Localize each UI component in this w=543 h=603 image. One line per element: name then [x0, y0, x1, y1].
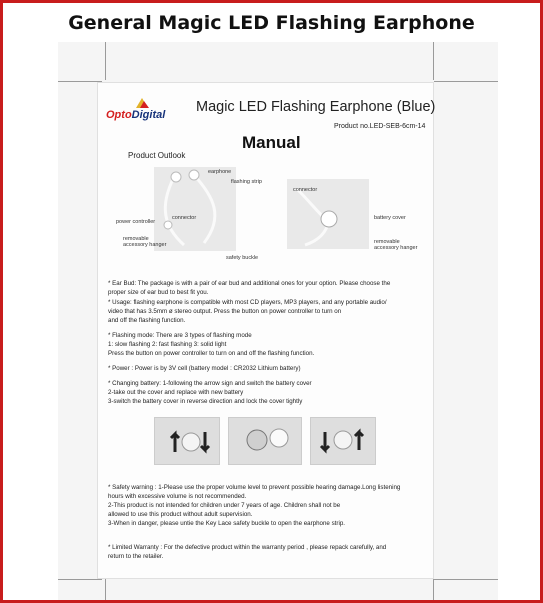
section-power: * Power : Power is by 3V cell (battery model : CR2032 Lithium battery) — [108, 365, 301, 372]
label-removable: removable — [123, 236, 149, 242]
product-outlook-label: Product Outlook — [128, 151, 186, 160]
label-power-controller: power controller — [116, 219, 156, 225]
page-title: General Magic LED Flashing Earphone — [68, 12, 475, 34]
opto-digital-logo-icon — [134, 97, 150, 109]
label-accessory-hanger-2: accessory hanger — [374, 245, 418, 251]
label-removable-2: removable — [374, 239, 400, 245]
earphone-illustration — [154, 167, 236, 251]
crop-mark — [58, 81, 102, 82]
section-flashing-mode: * Flashing mode: There are 3 types of flashing mode 1: slow flashing 2: fast flashing 3: solid light Press the button on power controller to turn on and off the flashing function. — [108, 332, 315, 357]
label-accessory-hanger: accessory hanger — [123, 242, 167, 248]
crop-mark — [434, 579, 498, 580]
rotate-arrows-icon — [155, 418, 219, 464]
label-battery-cover: battery cover — [374, 215, 406, 221]
earphone-photo — [154, 167, 236, 251]
brand-logo: OptoDigital — [106, 109, 166, 121]
battery-step-2-photo — [228, 417, 302, 465]
label-flashing-strip: flashing strip — [231, 179, 262, 185]
label-safety-buckle: safety buckle — [226, 255, 259, 261]
section-safety-warning: * Safety warning : 1-Please use the proper volume level to prevent possible hearing damage.Long listening hours with excessive volume is not recommended. 2-This product is not intended for children under 7 years of age. Children shall not be allowed to use this product without adult supervision. 3-When in danger, please untie the Key Lace safety buckle to open the earphone strip. — [108, 484, 401, 527]
crop-mark — [58, 579, 102, 580]
battery-step-3-photo — [310, 417, 376, 465]
crop-mark — [105, 42, 106, 80]
section-ear-bud: * Ear Bud: The package is with a pair of ear bud and additional ones for your option. Please choose the proper size of ear bud to best fit you. — [108, 280, 391, 296]
manual-heading: Manual — [242, 133, 301, 152]
rotate-arrows-icon — [311, 418, 375, 464]
label-connector-2: connector — [293, 187, 318, 193]
product-number: Product no.LED-SEB-6cm-14 — [334, 123, 426, 130]
label-connector: connector — [172, 215, 197, 221]
document-title: Magic LED Flashing Earphone (Blue) — [196, 99, 436, 115]
section-usage: * Usage: flashing earphone is compatible with most CD players, MP3 players, and any portable audio/ video that has 3.5mm ø stereo output. Press the button on power controller to turn on and off the flashing function. — [108, 299, 387, 324]
battery-step-1-photo — [154, 417, 220, 465]
manual-document — [97, 82, 434, 579]
crop-mark — [433, 42, 434, 80]
label-earphone: earphone — [208, 169, 232, 175]
crop-mark — [434, 81, 498, 82]
section-limited-warranty: * Limited Warranty : For the defective product within the warranty period , please repack carefully, and return to the retailer. — [108, 544, 387, 560]
section-changing-battery: * Changing battery: 1-following the arrow sign and switch the battery cover 2-take out the cover and replace with new battery 3-switch the battery cover in reverse direction and lock the cover tightly — [108, 380, 312, 405]
battery-icon — [229, 418, 301, 464]
